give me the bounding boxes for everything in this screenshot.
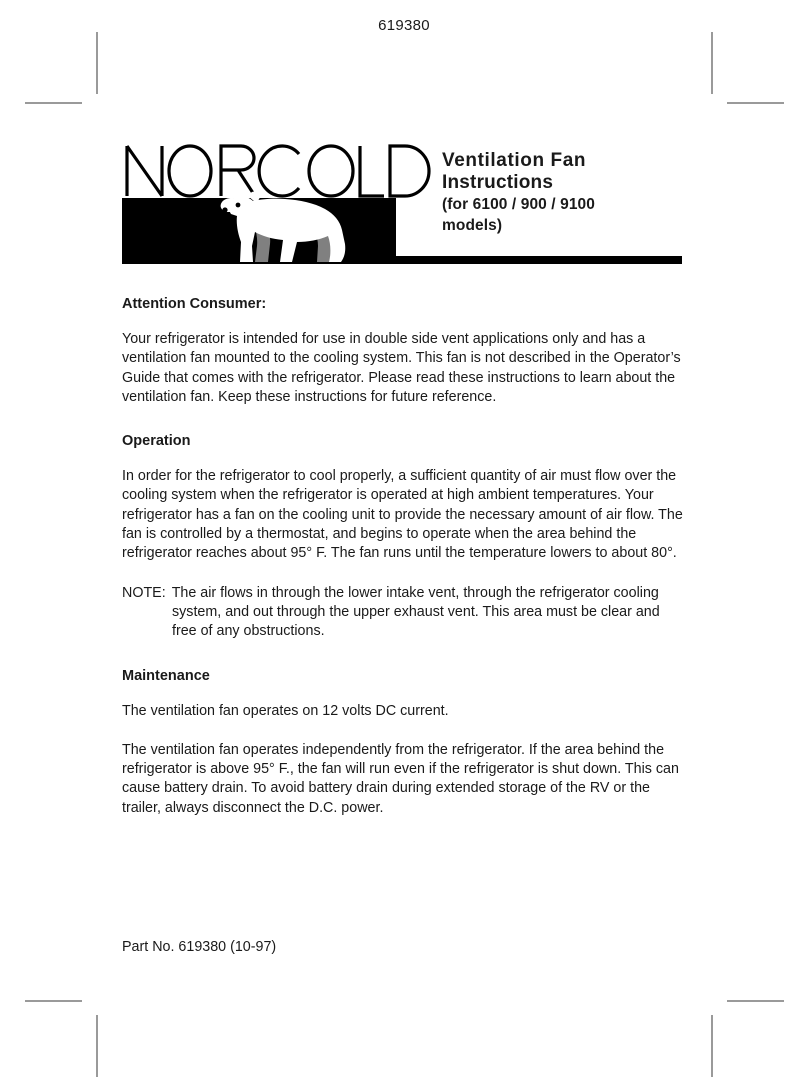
note-body: The air flows in through the lower intake vent, through the refrigerator cooling system, and out through the upper exhaust vent. This area must be clear and free of any obstructions. [171, 584, 660, 640]
heading-maintenance: Maintenance [122, 667, 210, 684]
note-block [122, 584, 688, 642]
crop-mark-bottom-right-horizontal [727, 1000, 784, 1002]
heading-operation: Operation [122, 433, 191, 450]
crop-mark-bottom-left-vertical [96, 1015, 98, 1077]
page-header-number: 619380 [378, 17, 430, 34]
crop-mark-top-right-horizontal [727, 102, 784, 104]
heading-attention-consumer: Attention Consumer: [122, 296, 267, 312]
footer-part-number: Part No. 619380 (10-97) [122, 939, 277, 955]
wordmark-letters [127, 146, 429, 196]
crop-mark-bottom-left-horizontal [25, 1000, 82, 1002]
document-subtitle-line-1: (for 6100 / 900 / 9100 [442, 196, 595, 213]
crop-mark-top-left-vertical [96, 32, 98, 94]
crop-mark-bottom-right-vertical [711, 1015, 713, 1077]
paragraph-attention-body: Your refrigerator is intended for use in double side vent applications only and has a ventilation fan mounted to the cooling system. This fan is not described in the Operator’s Guide that comes with the refrigerator. Please read these instructions to learn about the ventilation fan. Keep these instructions for future reference. [122, 331, 681, 405]
document-title-line-1: Ventilation Fan [442, 150, 587, 171]
document-title-block [442, 150, 692, 236]
bear-eye [236, 203, 241, 208]
document-subtitle-line-2: models) [442, 217, 503, 234]
note-label: NOTE: [122, 584, 166, 601]
bear-nose [222, 207, 227, 212]
paragraph-maintenance-body-1: The ventilation fan operates on 12 volts DC current. [122, 702, 449, 719]
crop-mark-top-right-vertical [711, 32, 713, 94]
paragraph-maintenance-body-2: The ventilation fan operates independently from the refrigerator. If the area behind the refrigerator is above 95° F., the fan will run even if the refrigerator is shut down. This can cause battery drain. To avoid battery drain during extended storage of the RV or the trailer, always disconnect the D.C. power. [122, 741, 679, 816]
document-body [122, 296, 688, 838]
paragraph-operation-body: In order for the refrigerator to cool properly, a sufficient quantity of air must flow over the cooling system when the refrigerator is operated at high ambient temperatures. Your refrigerator has a fan on the cooling unit to provide the necessary amount of air flow. The fan is controlled by a thermostat, and begins to operate when the area behind the refrigerator reaches about 95° F. The fan runs until the temperature lowers to about 80°. [122, 468, 683, 562]
document-title-line-2: Instructions [442, 172, 554, 193]
norcold-logo [122, 140, 397, 264]
crop-mark-top-left-horizontal [25, 102, 82, 104]
masthead [122, 140, 688, 266]
logo-bottom-rule [122, 256, 682, 264]
